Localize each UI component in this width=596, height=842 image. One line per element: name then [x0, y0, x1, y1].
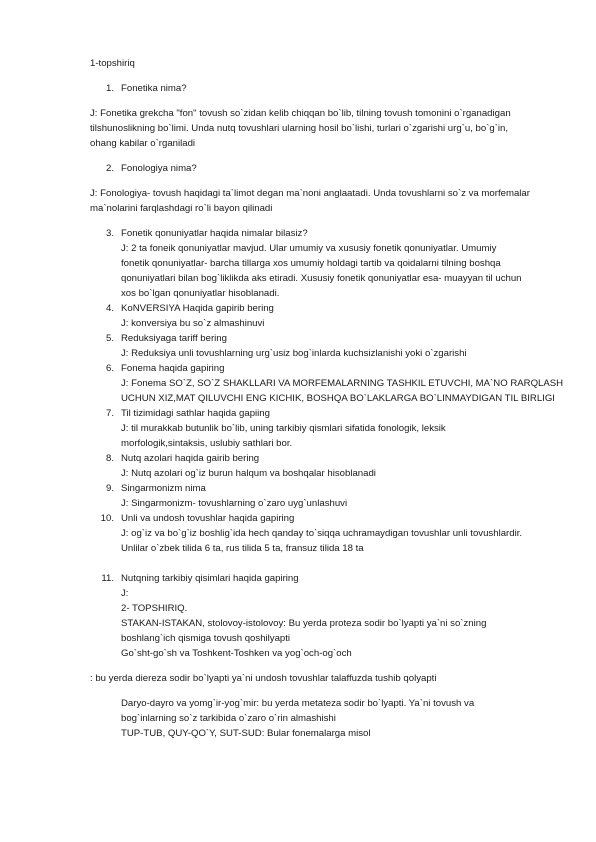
list-item-line: J: og`iz va bo`g`iz boshlig`ida hech qanday to`siqqa uchramaydigan tovushlar unli tovushlardir.: [121, 528, 523, 539]
list-item-line: J:: [121, 588, 129, 599]
list-item-line: J: 2 ta foneik qonuniyatlar mavjud. Ular umumiy va xususiy fonetik qonuniyatlar. Umumiy: [121, 243, 497, 254]
list-item-line: J: Fonema SO`Z, SO`Z SHAKLLARI VA MORFEMALARNING TASHKIL ETUVCHI, MA`NO RARQLASH: [121, 378, 564, 389]
list-item-line: qonuniyatlari bilan bog`liklikda aks etiradi. Xususiy fonetik qonuniyatlar esa- muayyan til uchun: [121, 273, 522, 284]
list-number: 10.: [100, 513, 114, 524]
question-2: Fonologiya nima?: [121, 163, 197, 174]
list-item-line: Singarmonizm nima: [121, 483, 206, 494]
list-number: 8.: [105, 453, 114, 464]
question-1: Fonetika nima?: [121, 83, 187, 94]
answer-1-line-1: J: Fonetika grekcha "fon" tovush so`zidan kelib chiqqan bo`lib, tilning tovush tomonini o`rganadigan: [90, 108, 511, 119]
list-number: 6.: [105, 363, 114, 374]
answer-2-line-1: J: Fonologiya- tovush haqidagi ta`limot degan ma`noni anglaatadi. Unda tovushlarni so`z va morfemalar: [90, 188, 530, 199]
list-item-line: UCHUN XIZ,MAT QILUVCHI ENG KICHIK, BOSHQA BO`LAKLARGA BO`LINMAYDIGAN TIL BIRLIGI: [121, 393, 555, 404]
list-item-line: boshlang`ich qismiga tovush qoshilyapti: [121, 633, 291, 644]
answer-2-line-2: ma`nolarini farqlashdagi ro`li bayon qilinadi: [90, 203, 273, 214]
list-item-line: Fonema haqida gapiring: [121, 363, 225, 374]
list-number: 11.: [101, 573, 114, 584]
list-item-line: Go`sht-go`sh va Toshkent-Toshken va yog`och-og`och: [121, 648, 352, 659]
list-number: 9.: [105, 483, 114, 494]
paragraph-diereza: : bu yerda diereza sodir bo`lyapti ya`ni undosh tovushlar talaffuzda tushib qolyapti: [90, 673, 437, 684]
list-item-line: Reduksiyaga tariff bering: [121, 333, 227, 344]
list-item-line: J: Reduksiya unli tovushlarning urg`usiz bog`inlarda kuchsizlanishi yoki o`zgarishi: [121, 348, 467, 359]
list-number: 4.: [105, 303, 114, 314]
list-item-line: J: til murakkab butunlik bo`lib, uning tarkibiy qismlari sifatida fonologik, leksik: [121, 423, 446, 434]
list-item-line: J: Singarmonizm- tovushlarning o`zaro uyg`unlashuvi: [121, 498, 348, 509]
list-item-line: Til tizimidagi sathlar haqida gapiing: [121, 408, 270, 419]
list-item-line: xos bo`lgan qonuniyatlar hisoblanadi.: [121, 288, 280, 299]
heading: 1-topshiriq: [90, 58, 135, 69]
list-item-line: Nutq azolari haqida gairib bering: [121, 453, 260, 464]
answer-1-line-2: tilshunoslikning bo`limi. Unda nutq tovushlari ularning hosil bo`lishi, turlari o`zgarishi urg`u, bo`g`in,: [90, 123, 509, 134]
tail-line: Daryo-dayro va yomg`ir-yog`mir: bu yerda metateza sodir bo`lyapti. Ya`ni tovush va: [121, 698, 475, 709]
answer-1-line-3: ohang kabilar o`rganiladi: [90, 138, 196, 149]
list-item-line: fonetik qonuniyatlar- barcha tillarga xos umumiy holdagi tartib va qoidalarni tilning boshqa: [121, 258, 501, 269]
list-item-line: Unli va undosh tovushlar haqida gapiring: [121, 513, 295, 524]
list-item-line: Fonetik qonuniyatlar haqida nimalar bilasiz?: [121, 228, 308, 239]
tail-line: TUP-TUB, QUY-QO`Y, SUT-SUD: Bular fonemalarga misol: [121, 728, 371, 739]
list-number: 5.: [105, 333, 114, 344]
list-number: 1.: [105, 83, 114, 94]
list-item-line: 2- TOPSHIRIQ.: [121, 603, 188, 614]
list-item-line: J: Nutq azolari og`iz burun halqum va boshqalar hisoblanadi: [121, 468, 376, 479]
list-item-line: Unlilar o`zbek tilida 6 ta, rus tilida 5 ta, fransuz tilida 18 ta: [121, 543, 364, 554]
list-item-line: Nutqning tarkibiy qisimlari haqida gapiring: [121, 573, 299, 584]
list-number: 2.: [105, 163, 114, 174]
list-item-line: morfologik,sintaksis, uslubiy sathlari bor.: [121, 438, 293, 449]
list-item-line: STAKAN-ISTAKAN, stolovoy-istolovoy: Bu yerda proteza sodir bo`lyapti ya`ni so`zning: [121, 618, 487, 629]
list-number: 7.: [105, 408, 114, 419]
list-number: 3.: [105, 228, 114, 239]
list-item-line: KoNVERSIYA Haqida gapirib bering: [121, 303, 274, 314]
tail-line: bog`inlarning so`z tarkibida o`zaro o`rin almashishi: [121, 713, 336, 724]
list-item-line: J: konversiya bu so`z almashinuvi: [121, 318, 265, 329]
